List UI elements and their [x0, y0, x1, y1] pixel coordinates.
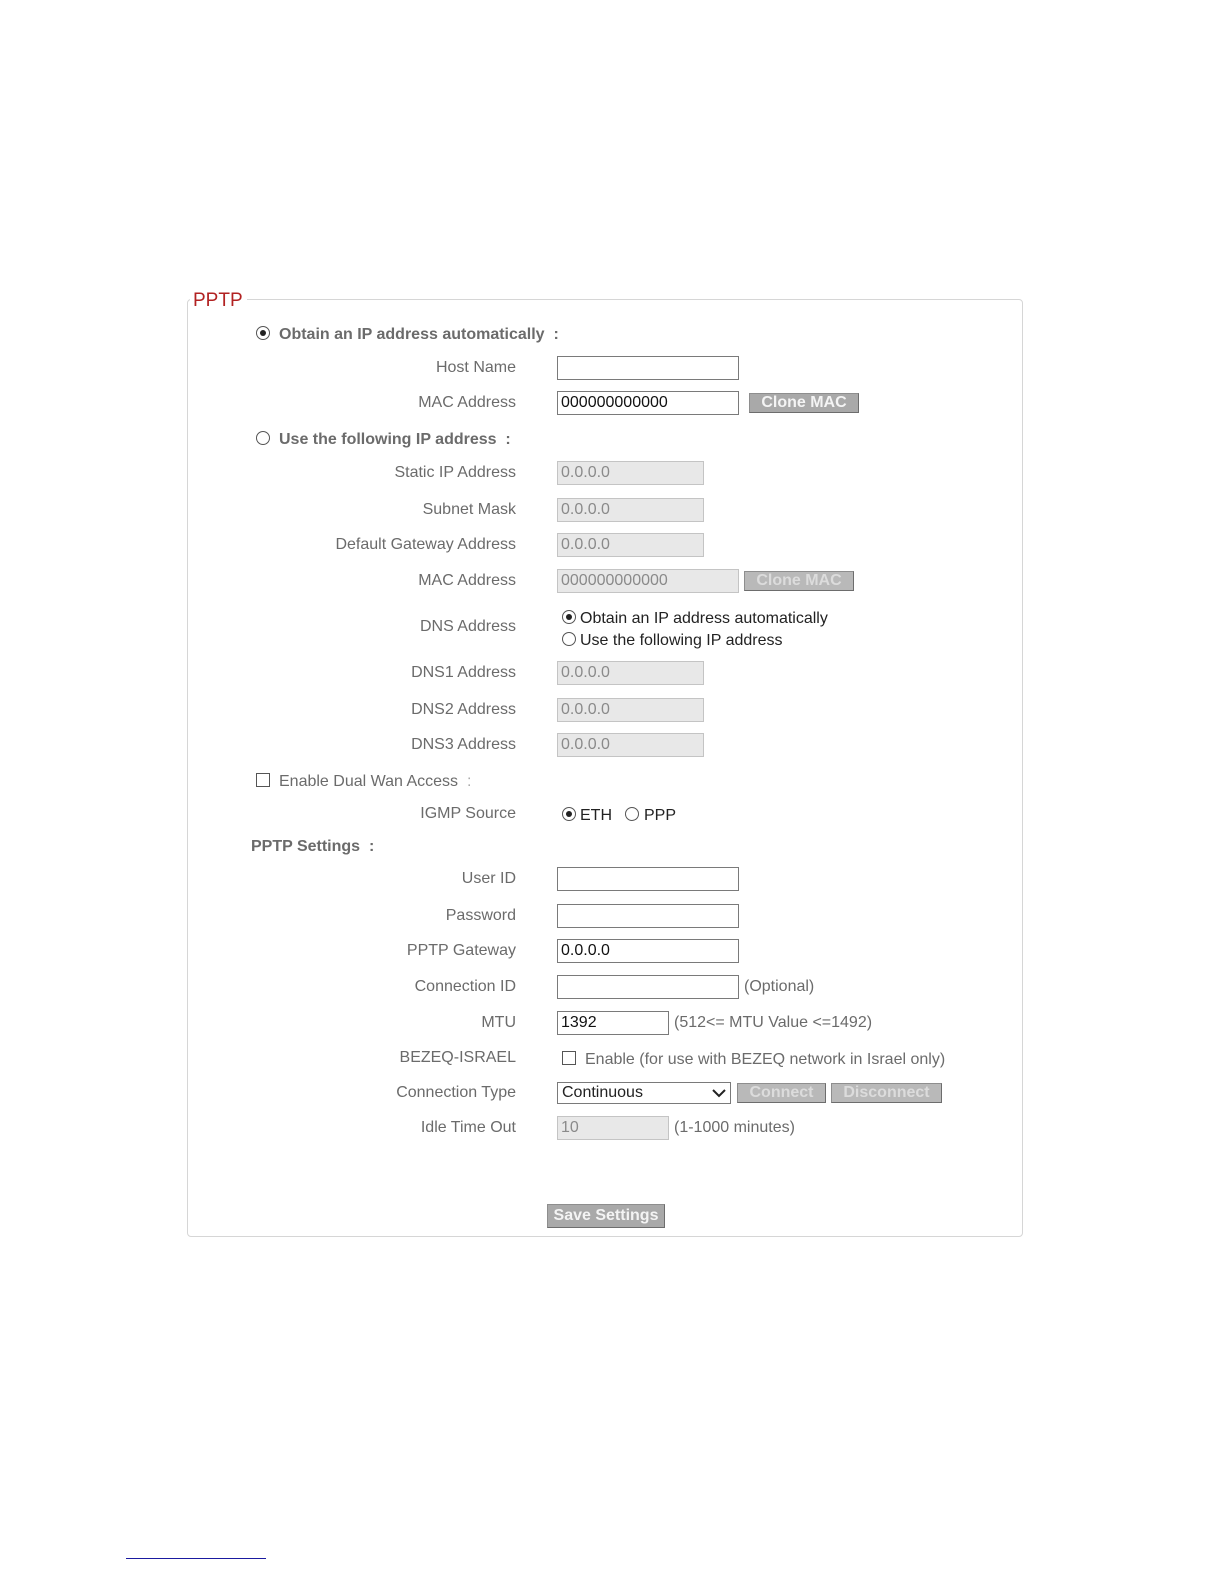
disconnect-button[interactable]: Disconnect — [831, 1083, 942, 1103]
password-label: Password — [445, 907, 516, 924]
mac-address-input[interactable]: 000000000000 — [557, 391, 739, 415]
obtain-ip-auto-label — [279, 325, 559, 345]
mtu-input[interactable]: 1392 — [557, 1011, 669, 1035]
default-gateway-label: Default Gateway Address — [335, 536, 516, 553]
dns3-input[interactable]: 0.0.0.0 — [557, 733, 704, 757]
pptp-gateway-label: PPTP Gateway — [406, 942, 516, 959]
user-id-label: User ID — [461, 870, 516, 887]
footnote-divider — [126, 1558, 266, 1559]
idle-time-out-label: Idle Time Out — [420, 1119, 516, 1136]
dual-wan-label — [279, 772, 471, 792]
igmp-source-label: IGMP Source — [420, 805, 516, 822]
save-settings-button[interactable]: Save Settings — [547, 1204, 665, 1228]
dns2-label: DNS2 Address — [411, 701, 516, 718]
bezeq-label: BEZEQ-ISRAEL — [399, 1049, 516, 1066]
connection-type-value: Continuous — [562, 1084, 643, 1101]
dns-auto-label: Obtain an IP address automatically — [580, 610, 828, 627]
connection-id-input[interactable] — [557, 975, 739, 999]
mtu-label: MTU — [481, 1014, 516, 1031]
radio-igmp-ppp[interactable] — [625, 807, 639, 821]
dual-wan-text: Enable Dual Wan Access — [279, 773, 459, 790]
chevron-down-icon — [711, 1086, 727, 1100]
dual-wan-checkbox[interactable] — [256, 773, 270, 787]
host-name-input[interactable] — [557, 356, 739, 380]
static-ip-input[interactable]: 0.0.0.0 — [557, 461, 704, 485]
static-clone-mac-button[interactable]: Clone MAC — [744, 571, 854, 591]
idle-time-out-input[interactable]: 10 — [557, 1116, 669, 1140]
radio-dns-manual[interactable] — [562, 632, 576, 646]
radio-use-following-ip[interactable] — [256, 431, 270, 445]
dns1-input[interactable]: 0.0.0.0 — [557, 661, 704, 685]
static-mac-address-label: MAC Address — [418, 572, 516, 589]
obtain-ip-auto-text: Obtain an IP address automatically — [279, 326, 545, 343]
host-name-label: Host Name — [435, 359, 516, 376]
pptp-settings-heading — [251, 837, 374, 857]
bezeq-enable-label: Enable (for use with BEZEQ network in Israel only) — [585, 1051, 946, 1068]
radio-igmp-eth[interactable] — [562, 807, 576, 821]
bezeq-enable-checkbox[interactable] — [562, 1051, 576, 1065]
connection-type-select[interactable] — [557, 1082, 731, 1104]
connect-button[interactable]: Connect — [737, 1083, 826, 1103]
dns-manual-label: Use the following IP address — [580, 632, 783, 649]
pptp-settings-text: PPTP Settings — [251, 838, 361, 855]
connection-type-label: Connection Type — [396, 1084, 516, 1101]
use-following-ip-text: Use the following IP address — [279, 431, 497, 448]
pptp-settings-colon: : — [368, 838, 375, 855]
obtain-ip-auto-colon: : — [553, 326, 559, 343]
igmp-ppp-label: PPP — [644, 807, 677, 824]
use-following-ip-colon: : — [505, 431, 511, 448]
subnet-mask-label: Subnet Mask — [422, 501, 516, 518]
user-id-input[interactable] — [557, 867, 739, 891]
dns2-input[interactable]: 0.0.0.0 — [557, 698, 704, 722]
mac-address-label: MAC Address — [418, 394, 516, 411]
igmp-eth-label: ETH — [580, 807, 612, 824]
dns-address-label: DNS Address — [419, 618, 516, 635]
use-following-ip-label — [279, 430, 511, 450]
clone-mac-button[interactable]: Clone MAC — [749, 393, 859, 413]
radio-dns-auto[interactable] — [562, 610, 576, 624]
connection-id-label: Connection ID — [414, 978, 516, 995]
connection-id-hint: (Optional) — [744, 978, 815, 995]
default-gateway-input[interactable]: 0.0.0.0 — [557, 533, 704, 557]
radio-obtain-ip-auto[interactable] — [256, 326, 270, 340]
dns3-label: DNS3 Address — [411, 736, 516, 753]
static-ip-label: Static IP Address — [394, 464, 516, 481]
idle-time-out-hint: (1-1000 minutes) — [674, 1119, 795, 1136]
password-input[interactable] — [557, 904, 739, 928]
dual-wan-colon: : — [466, 773, 472, 790]
section-title: PPTP — [190, 290, 247, 312]
mtu-hint: (512<= MTU Value <=1492) — [674, 1014, 873, 1031]
dns1-label: DNS1 Address — [411, 664, 516, 681]
static-mac-address-input[interactable]: 000000000000 — [557, 569, 739, 593]
pptp-gateway-input[interactable]: 0.0.0.0 — [557, 939, 739, 963]
subnet-mask-input[interactable]: 0.0.0.0 — [557, 498, 704, 522]
